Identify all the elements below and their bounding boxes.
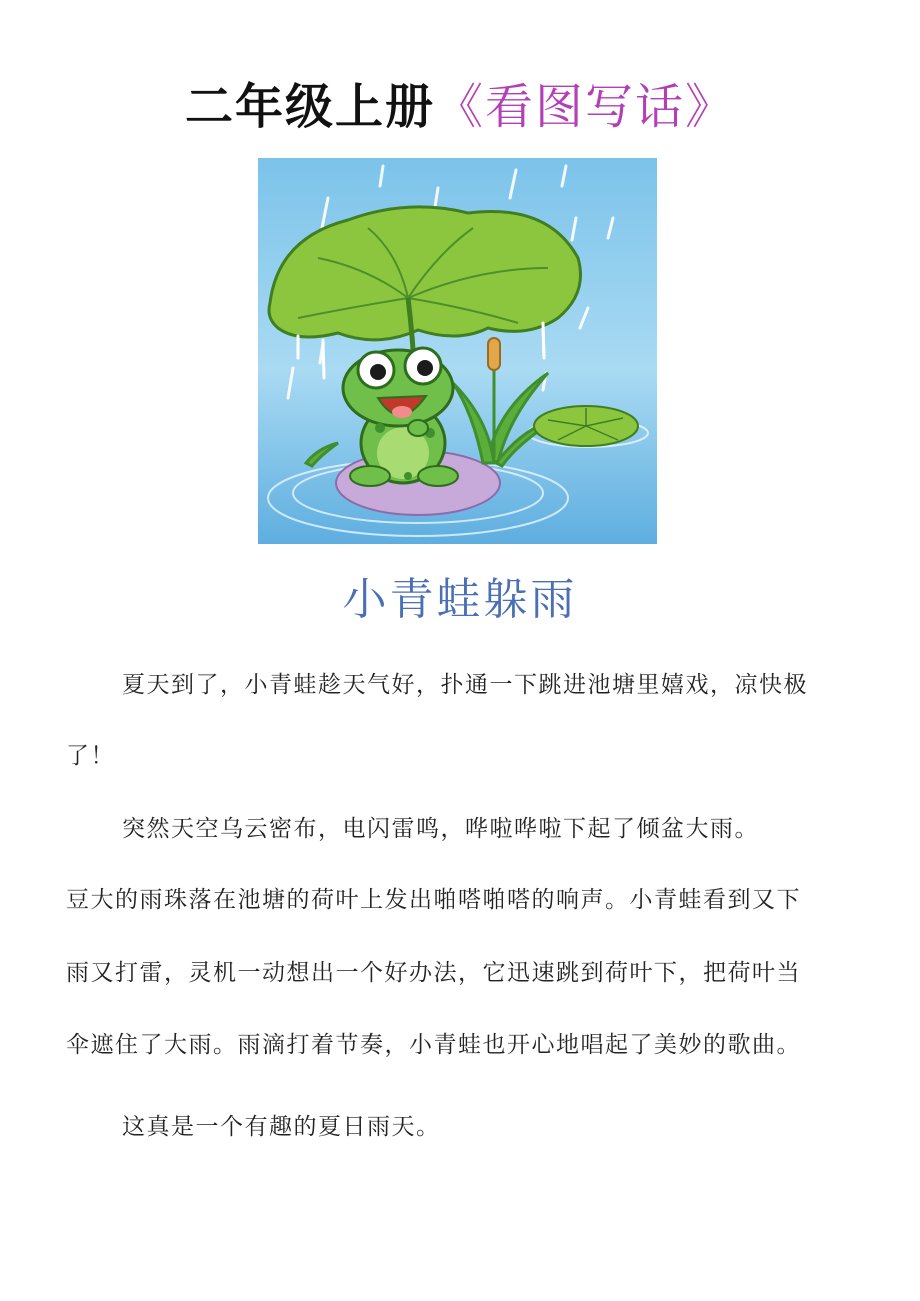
header-title-accent: 《看图写话》 <box>435 79 736 135</box>
story-line-7: 这真是一个有趣的夏日雨天。 <box>122 1114 441 1140</box>
header-title-main: 二年级上册 <box>184 79 435 135</box>
story-line-2: 了！ <box>66 743 115 769</box>
story-line-6: 伞遮住了大雨。雨滴打着节奏，小青蛙也开心地唱起了美妙的歌曲。 <box>66 1032 801 1058</box>
story-line-1: 夏天到了，小青蛙趁天气好，扑通一下跳进池塘里嬉戏，凉快极 <box>122 672 808 698</box>
story-line-3: 突然天空乌云密布，电闪雷鸣，哗啦哗啦下起了倾盆大雨。 <box>122 816 759 842</box>
story-line-5: 雨又打雷，灵机一动想出一个好办法，它迅速跳到荷叶下，把荷叶当 <box>66 960 801 986</box>
page-header <box>0 72 920 142</box>
story-title: 小青蛙躲雨 <box>342 574 578 625</box>
frog-under-lotus-leaf-in-rain-illustration <box>258 158 657 544</box>
story-line-4: 豆大的雨珠落在池塘的荷叶上发出啪嗒啪嗒的响声。小青蛙看到又下 <box>66 887 801 913</box>
